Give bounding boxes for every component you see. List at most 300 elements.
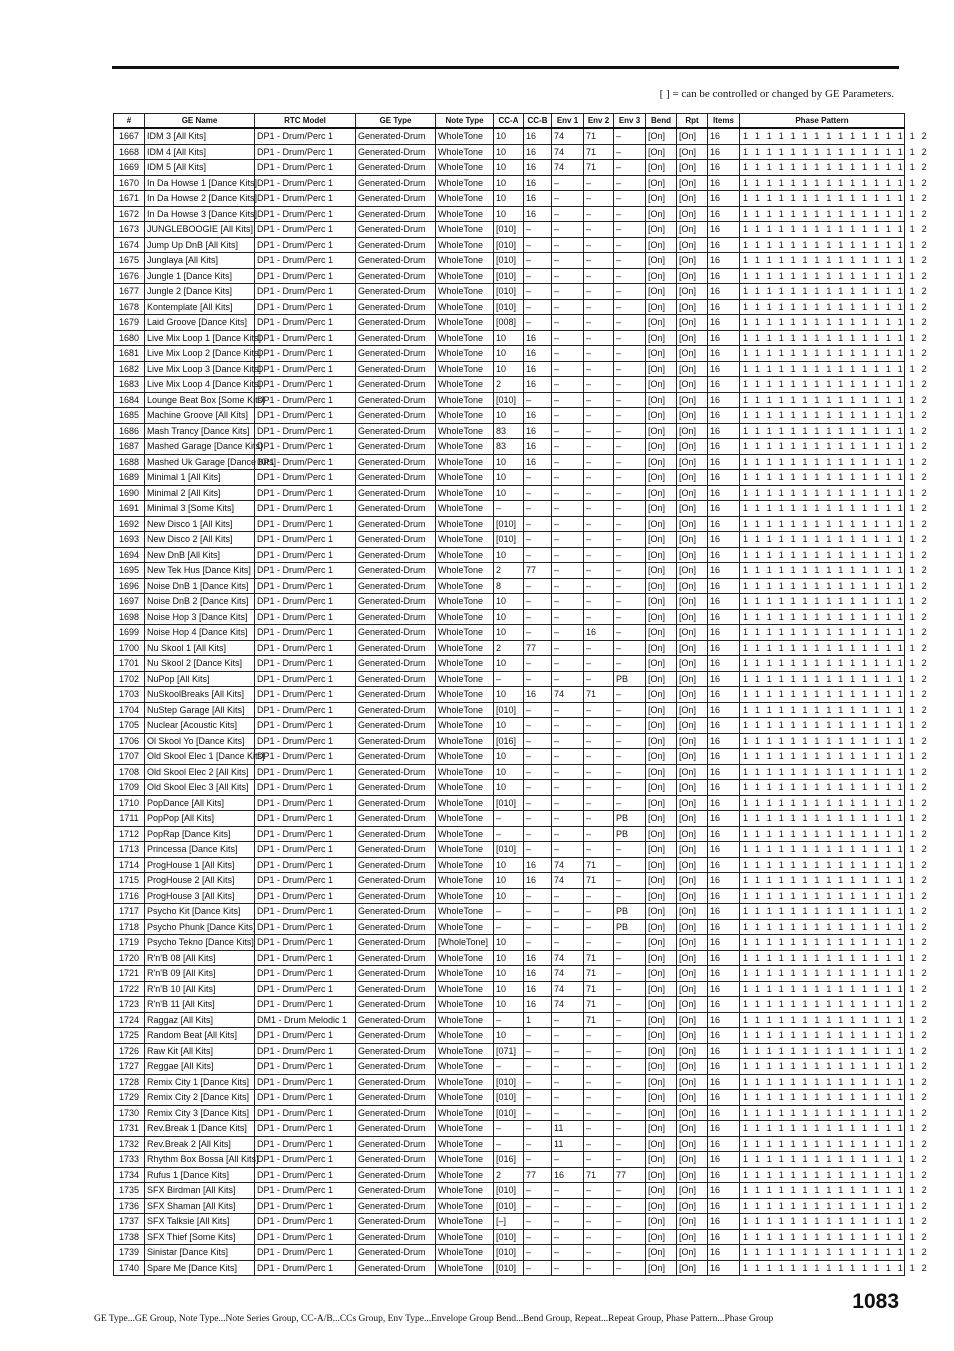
table-cell: 1 1 1 1 1 1 1 1 1 1 1 1 1 1 1 2 bbox=[740, 439, 905, 455]
table-cell: 16 bbox=[708, 1229, 740, 1245]
table-cell: WholeTone bbox=[436, 873, 494, 889]
table-cell: 1692 bbox=[114, 516, 145, 532]
table-cell: [On] bbox=[646, 268, 677, 284]
table-cell: 16 bbox=[524, 454, 552, 470]
table-cell: 16 bbox=[524, 439, 552, 455]
table-cell: DP1 - Drum/Perc 1 bbox=[255, 547, 356, 563]
table-cell: 16 bbox=[708, 578, 740, 594]
table-cell: WholeTone bbox=[436, 470, 494, 486]
table-row bbox=[114, 175, 905, 191]
table-cell: – bbox=[552, 408, 584, 424]
table-cell: [On] bbox=[677, 950, 708, 966]
table-cell: DP1 - Drum/Perc 1 bbox=[255, 919, 356, 935]
table-cell: New Disco 2 [All Kits] bbox=[145, 532, 255, 548]
table-cell: 1701 bbox=[114, 656, 145, 672]
table-cell: WholeTone bbox=[436, 160, 494, 176]
table-row bbox=[114, 408, 905, 424]
table-cell: 16 bbox=[708, 671, 740, 687]
table-cell: PB bbox=[614, 919, 646, 935]
table-cell: – bbox=[552, 330, 584, 346]
table-cell: 1 1 1 1 1 1 1 1 1 1 1 1 1 1 1 2 bbox=[740, 346, 905, 362]
column-header: Env 1 bbox=[552, 114, 584, 129]
table-cell: 10 bbox=[494, 625, 524, 641]
table-row bbox=[114, 1043, 905, 1059]
table-cell: – bbox=[614, 842, 646, 858]
table-cell: 1723 bbox=[114, 997, 145, 1013]
table-cell: [WholeTone] bbox=[436, 935, 494, 951]
table-row bbox=[114, 268, 905, 284]
table-cell: [On] bbox=[677, 377, 708, 393]
table-cell: [On] bbox=[646, 144, 677, 160]
table-cell: 1 1 1 1 1 1 1 1 1 1 1 1 1 1 1 2 bbox=[740, 842, 905, 858]
table-cell: 1676 bbox=[114, 268, 145, 284]
table-row bbox=[114, 609, 905, 625]
table-cell: – bbox=[524, 811, 552, 827]
table-cell: 16 bbox=[708, 811, 740, 827]
table-cell: – bbox=[584, 919, 614, 935]
table-cell: [On] bbox=[646, 206, 677, 222]
table-cell: [On] bbox=[646, 904, 677, 920]
table-cell: DP1 - Drum/Perc 1 bbox=[255, 888, 356, 904]
table-cell: [On] bbox=[646, 1012, 677, 1028]
table-cell: [On] bbox=[646, 516, 677, 532]
table-cell: – bbox=[614, 377, 646, 393]
table-cell: 16 bbox=[524, 997, 552, 1013]
table-cell: 16 bbox=[708, 687, 740, 703]
table-cell: WholeTone bbox=[436, 1121, 494, 1137]
table-cell: Princessa [Dance Kits] bbox=[145, 842, 255, 858]
table-cell: NuPop [All Kits] bbox=[145, 671, 255, 687]
table-cell: – bbox=[524, 826, 552, 842]
table-cell: – bbox=[614, 1121, 646, 1137]
table-row bbox=[114, 392, 905, 408]
table-cell: – bbox=[584, 594, 614, 610]
table-cell: 1 1 1 1 1 1 1 1 1 1 1 1 1 1 1 2 bbox=[740, 547, 905, 563]
table-cell: 1 1 1 1 1 1 1 1 1 1 1 1 1 1 1 2 bbox=[740, 470, 905, 486]
table-cell: 1 1 1 1 1 1 1 1 1 1 1 1 1 1 1 2 bbox=[740, 160, 905, 176]
table-cell: 74 bbox=[552, 981, 584, 997]
table-cell: Generated-Drum bbox=[356, 532, 436, 548]
table-cell: WholeTone bbox=[436, 346, 494, 362]
table-cell: Rev.Break 2 [All Kits] bbox=[145, 1136, 255, 1152]
table-cell: [On] bbox=[677, 981, 708, 997]
table-row bbox=[114, 454, 905, 470]
table-cell: WholeTone bbox=[436, 206, 494, 222]
table-cell: [On] bbox=[646, 733, 677, 749]
table-cell: 1674 bbox=[114, 237, 145, 253]
table-cell: WholeTone bbox=[436, 795, 494, 811]
table-cell: 1672 bbox=[114, 206, 145, 222]
table-cell: – bbox=[552, 1260, 584, 1276]
table-cell: Ol Skool Yo [Dance Kits] bbox=[145, 733, 255, 749]
table-cell: WholeTone bbox=[436, 1229, 494, 1245]
table-cell: [On] bbox=[677, 392, 708, 408]
table-cell: [On] bbox=[677, 609, 708, 625]
table-cell: WholeTone bbox=[436, 408, 494, 424]
table-cell: – bbox=[614, 888, 646, 904]
table-cell: 16 bbox=[524, 966, 552, 982]
table-cell: [On] bbox=[677, 935, 708, 951]
table-cell: 1 1 1 1 1 1 1 1 1 1 1 1 1 1 1 2 bbox=[740, 1105, 905, 1121]
table-cell: [On] bbox=[646, 408, 677, 424]
table-cell: [On] bbox=[646, 1245, 677, 1261]
table-cell: 1667 bbox=[114, 128, 145, 144]
table-cell: – bbox=[584, 392, 614, 408]
table-cell: JUNGLEBOOGIE [All Kits] bbox=[145, 222, 255, 238]
table-row bbox=[114, 687, 905, 703]
table-cell: WholeTone bbox=[436, 1152, 494, 1168]
table-cell: 83 bbox=[494, 439, 524, 455]
table-cell: 1691 bbox=[114, 501, 145, 517]
table-cell: – bbox=[584, 253, 614, 269]
table-cell: PB bbox=[614, 904, 646, 920]
table-cell: 16 bbox=[708, 1121, 740, 1137]
table-cell: Junglaya [All Kits] bbox=[145, 253, 255, 269]
table-cell: [On] bbox=[646, 981, 677, 997]
table-cell: 1728 bbox=[114, 1074, 145, 1090]
table-cell: 1700 bbox=[114, 640, 145, 656]
table-cell: 74 bbox=[552, 997, 584, 1013]
table-cell: WholeTone bbox=[436, 284, 494, 300]
column-header: Phase Pattern bbox=[740, 114, 905, 129]
table-cell: DP1 - Drum/Perc 1 bbox=[255, 1043, 356, 1059]
table-cell: 16 bbox=[708, 408, 740, 424]
footer-note: GE Type...GE Group, Note Type...Note Series Group, CC-A/B...CCs Group, Env Type...Envelope Group Bend...Bend Group, Repeat...Repeat Group, Phase Pattern...Phase Group bbox=[94, 1314, 774, 1324]
table-cell: NuStep Garage [All Kits] bbox=[145, 702, 255, 718]
table-cell: – bbox=[614, 284, 646, 300]
table-cell: – bbox=[584, 563, 614, 579]
table-cell: [010] bbox=[494, 1074, 524, 1090]
table-cell: [On] bbox=[646, 873, 677, 889]
table-cell: Generated-Drum bbox=[356, 702, 436, 718]
table-cell: 10 bbox=[494, 206, 524, 222]
table-cell: 1730 bbox=[114, 1105, 145, 1121]
table-cell: [On] bbox=[677, 1105, 708, 1121]
table-cell: [On] bbox=[646, 888, 677, 904]
table-cell: WholeTone bbox=[436, 625, 494, 641]
table-cell: – bbox=[552, 315, 584, 331]
table-cell: 1 1 1 1 1 1 1 1 1 1 1 1 1 1 1 2 bbox=[740, 330, 905, 346]
table-cell: – bbox=[584, 888, 614, 904]
table-cell: DP1 - Drum/Perc 1 bbox=[255, 128, 356, 144]
table-cell: 77 bbox=[524, 563, 552, 579]
table-cell: – bbox=[614, 237, 646, 253]
table-cell: DP1 - Drum/Perc 1 bbox=[255, 981, 356, 997]
table-cell: – bbox=[614, 191, 646, 207]
table-cell: 1 1 1 1 1 1 1 1 1 1 1 1 1 1 1 2 bbox=[740, 733, 905, 749]
table-cell: WholeTone bbox=[436, 857, 494, 873]
table-cell: WholeTone bbox=[436, 330, 494, 346]
table-cell: [On] bbox=[677, 1229, 708, 1245]
table-cell: DP1 - Drum/Perc 1 bbox=[255, 1105, 356, 1121]
table-cell: – bbox=[494, 811, 524, 827]
table-cell: – bbox=[614, 1152, 646, 1168]
table-cell: Generated-Drum bbox=[356, 578, 436, 594]
table-cell: – bbox=[614, 547, 646, 563]
column-header: GE Type bbox=[356, 114, 436, 129]
table-cell: 1695 bbox=[114, 563, 145, 579]
table-row bbox=[114, 299, 905, 315]
table-cell: – bbox=[584, 501, 614, 517]
table-cell: 10 bbox=[494, 128, 524, 144]
table-cell: [010] bbox=[494, 1260, 524, 1276]
table-row bbox=[114, 423, 905, 439]
table-cell: – bbox=[614, 702, 646, 718]
table-cell: – bbox=[552, 749, 584, 765]
table-cell: 2 bbox=[494, 563, 524, 579]
table-cell: [On] bbox=[646, 594, 677, 610]
table-cell: Generated-Drum bbox=[356, 485, 436, 501]
table-cell: 1 1 1 1 1 1 1 1 1 1 1 1 1 1 1 2 bbox=[740, 1214, 905, 1230]
table-cell: [On] bbox=[677, 795, 708, 811]
table-cell: DP1 - Drum/Perc 1 bbox=[255, 1214, 356, 1230]
table-cell: [On] bbox=[646, 160, 677, 176]
table-cell: [016] bbox=[494, 1152, 524, 1168]
table-cell: 10 bbox=[494, 997, 524, 1013]
table-cell: – bbox=[584, 656, 614, 672]
table-cell: WholeTone bbox=[436, 1012, 494, 1028]
table-cell: [On] bbox=[646, 1059, 677, 1075]
table-cell: NuSkoolBreaks [All Kits] bbox=[145, 687, 255, 703]
table-cell: [On] bbox=[677, 811, 708, 827]
table-cell: – bbox=[524, 470, 552, 486]
table-cell: – bbox=[614, 315, 646, 331]
table-cell: – bbox=[552, 1043, 584, 1059]
table-cell: 16 bbox=[524, 330, 552, 346]
table-cell: – bbox=[614, 718, 646, 734]
table-cell: – bbox=[614, 299, 646, 315]
table-cell: Generated-Drum bbox=[356, 144, 436, 160]
table-cell: – bbox=[614, 1074, 646, 1090]
table-cell: WholeTone bbox=[436, 1167, 494, 1183]
table-cell: 1689 bbox=[114, 470, 145, 486]
table-cell: New Tek Hus [Dance Kits] bbox=[145, 563, 255, 579]
table-cell: [On] bbox=[677, 361, 708, 377]
table-cell: – bbox=[614, 1260, 646, 1276]
table-cell: [On] bbox=[677, 160, 708, 176]
table-cell: DP1 - Drum/Perc 1 bbox=[255, 501, 356, 517]
table-cell: 16 bbox=[708, 1260, 740, 1276]
table-cell: [On] bbox=[677, 222, 708, 238]
table-header-row bbox=[114, 114, 905, 129]
table-cell: 11 bbox=[552, 1121, 584, 1137]
table-cell: WholeTone bbox=[436, 1260, 494, 1276]
table-cell: 1 1 1 1 1 1 1 1 1 1 1 1 1 1 1 2 bbox=[740, 811, 905, 827]
table-cell: 1699 bbox=[114, 625, 145, 641]
table-cell: Jump Up DnB [All Kits] bbox=[145, 237, 255, 253]
table-cell: – bbox=[614, 563, 646, 579]
table-cell: 2 bbox=[494, 377, 524, 393]
table-cell: DP1 - Drum/Perc 1 bbox=[255, 1152, 356, 1168]
table-cell: – bbox=[584, 299, 614, 315]
table-cell: 16 bbox=[708, 330, 740, 346]
table-cell: 1 1 1 1 1 1 1 1 1 1 1 1 1 1 1 2 bbox=[740, 764, 905, 780]
table-cell: 1732 bbox=[114, 1136, 145, 1152]
table-cell: – bbox=[524, 485, 552, 501]
table-cell: WholeTone bbox=[436, 485, 494, 501]
table-cell: [On] bbox=[646, 284, 677, 300]
table-cell: – bbox=[614, 408, 646, 424]
table-row bbox=[114, 888, 905, 904]
table-cell: 16 bbox=[708, 842, 740, 858]
table-cell: – bbox=[524, 1105, 552, 1121]
table-cell: 1715 bbox=[114, 873, 145, 889]
table-cell: 16 bbox=[524, 423, 552, 439]
table-cell: [On] bbox=[677, 485, 708, 501]
table-row bbox=[114, 501, 905, 517]
table-cell: – bbox=[614, 1090, 646, 1106]
table-cell: – bbox=[524, 1152, 552, 1168]
table-cell: 77 bbox=[614, 1167, 646, 1183]
table-cell: [010] bbox=[494, 1245, 524, 1261]
table-cell: 10 bbox=[494, 780, 524, 796]
column-header: Env 3 bbox=[614, 114, 646, 129]
table-cell: Generated-Drum bbox=[356, 268, 436, 284]
table-cell: 16 bbox=[524, 206, 552, 222]
table-cell: WholeTone bbox=[436, 299, 494, 315]
table-row bbox=[114, 718, 905, 734]
table-cell: Generated-Drum bbox=[356, 392, 436, 408]
table-cell: WholeTone bbox=[436, 532, 494, 548]
table-cell: 16 bbox=[708, 1074, 740, 1090]
table-cell: 16 bbox=[708, 795, 740, 811]
table-cell: 1738 bbox=[114, 1229, 145, 1245]
column-header: CC-A bbox=[494, 114, 524, 129]
table-cell: – bbox=[614, 439, 646, 455]
table-cell: Generated-Drum bbox=[356, 1167, 436, 1183]
table-cell: 16 bbox=[708, 640, 740, 656]
table-row bbox=[114, 857, 905, 873]
table-row bbox=[114, 873, 905, 889]
table-cell: – bbox=[614, 485, 646, 501]
table-cell: [On] bbox=[677, 1043, 708, 1059]
table-cell: WholeTone bbox=[436, 191, 494, 207]
table-cell: 1 1 1 1 1 1 1 1 1 1 1 1 1 1 1 2 bbox=[740, 1059, 905, 1075]
table-cell: 16 bbox=[708, 501, 740, 517]
table-cell: – bbox=[552, 299, 584, 315]
table-cell: DP1 - Drum/Perc 1 bbox=[255, 408, 356, 424]
table-cell: [On] bbox=[677, 299, 708, 315]
table-cell: – bbox=[494, 671, 524, 687]
column-header: # bbox=[114, 114, 145, 129]
table-cell: 1731 bbox=[114, 1121, 145, 1137]
table-cell: – bbox=[584, 408, 614, 424]
table-cell: – bbox=[614, 857, 646, 873]
table-cell: Old Skool Elec 2 [All Kits] bbox=[145, 764, 255, 780]
table-cell: Generated-Drum bbox=[356, 1152, 436, 1168]
table-cell: 10 bbox=[494, 656, 524, 672]
table-cell: – bbox=[552, 206, 584, 222]
table-cell: – bbox=[494, 1121, 524, 1137]
table-cell: [On] bbox=[646, 1229, 677, 1245]
table-cell: 16 bbox=[524, 144, 552, 160]
table-cell: DP1 - Drum/Perc 1 bbox=[255, 299, 356, 315]
table-cell: – bbox=[524, 253, 552, 269]
table-row bbox=[114, 702, 905, 718]
table-row bbox=[114, 842, 905, 858]
table-cell: R'n'B 11 [All Kits] bbox=[145, 997, 255, 1013]
table-cell: 71 bbox=[584, 966, 614, 982]
table-cell: – bbox=[614, 423, 646, 439]
table-cell: [On] bbox=[646, 1167, 677, 1183]
table-cell: 1714 bbox=[114, 857, 145, 873]
table-cell: 1705 bbox=[114, 718, 145, 734]
table-row bbox=[114, 950, 905, 966]
table-cell: [On] bbox=[677, 749, 708, 765]
table-cell: – bbox=[524, 1229, 552, 1245]
table-cell: 1711 bbox=[114, 811, 145, 827]
table-cell: 16 bbox=[524, 191, 552, 207]
table-cell: 10 bbox=[494, 330, 524, 346]
table-cell: New Disco 1 [All Kits] bbox=[145, 516, 255, 532]
table-cell: Generated-Drum bbox=[356, 1059, 436, 1075]
table-cell: – bbox=[614, 160, 646, 176]
table-cell: – bbox=[524, 625, 552, 641]
table-cell: [On] bbox=[677, 904, 708, 920]
table-cell: Generated-Drum bbox=[356, 377, 436, 393]
table-cell: 1716 bbox=[114, 888, 145, 904]
table-cell: 1729 bbox=[114, 1090, 145, 1106]
table-cell: – bbox=[552, 423, 584, 439]
table-cell: WholeTone bbox=[436, 1059, 494, 1075]
table-cell: – bbox=[524, 392, 552, 408]
table-cell: 1681 bbox=[114, 346, 145, 362]
table-cell: – bbox=[614, 578, 646, 594]
table-cell: [On] bbox=[646, 563, 677, 579]
table-cell: WholeTone bbox=[436, 904, 494, 920]
table-cell: 16 bbox=[708, 950, 740, 966]
table-cell: 1 1 1 1 1 1 1 1 1 1 1 1 1 1 1 2 bbox=[740, 780, 905, 796]
table-cell: – bbox=[584, 361, 614, 377]
table-cell: – bbox=[494, 1059, 524, 1075]
table-cell: Generated-Drum bbox=[356, 1245, 436, 1261]
table-cell: – bbox=[584, 718, 614, 734]
table-row bbox=[114, 128, 905, 144]
table-cell: [010] bbox=[494, 516, 524, 532]
table-cell: 1 1 1 1 1 1 1 1 1 1 1 1 1 1 1 2 bbox=[740, 454, 905, 470]
table-cell: Generated-Drum bbox=[356, 733, 436, 749]
table-cell: – bbox=[552, 842, 584, 858]
table-cell: – bbox=[584, 1229, 614, 1245]
table-cell: – bbox=[552, 625, 584, 641]
table-cell: WholeTone bbox=[436, 253, 494, 269]
column-header: CC-B bbox=[524, 114, 552, 129]
table-row bbox=[114, 749, 905, 765]
table-cell: – bbox=[614, 594, 646, 610]
table-row bbox=[114, 656, 905, 672]
table-row bbox=[114, 904, 905, 920]
table-cell: – bbox=[552, 1012, 584, 1028]
table-row bbox=[114, 1059, 905, 1075]
legend-note: [ ] = can be controlled or changed by GE Parameters. bbox=[659, 88, 894, 100]
table-cell: DP1 - Drum/Perc 1 bbox=[255, 578, 356, 594]
table-cell: – bbox=[552, 1229, 584, 1245]
table-cell: 10 bbox=[494, 718, 524, 734]
table-cell: 1684 bbox=[114, 392, 145, 408]
table-row bbox=[114, 764, 905, 780]
table-cell: [010] bbox=[494, 532, 524, 548]
table-cell: [010] bbox=[494, 268, 524, 284]
table-cell: [On] bbox=[677, 346, 708, 362]
table-cell: 1 1 1 1 1 1 1 1 1 1 1 1 1 1 1 2 bbox=[740, 997, 905, 1013]
table-cell: 1 1 1 1 1 1 1 1 1 1 1 1 1 1 1 2 bbox=[740, 950, 905, 966]
table-cell: Generated-Drum bbox=[356, 1074, 436, 1090]
table-cell: WholeTone bbox=[436, 764, 494, 780]
table-cell: WholeTone bbox=[436, 733, 494, 749]
table-cell: 1 1 1 1 1 1 1 1 1 1 1 1 1 1 1 2 bbox=[740, 656, 905, 672]
table-cell: [On] bbox=[677, 857, 708, 873]
table-cell: – bbox=[552, 764, 584, 780]
